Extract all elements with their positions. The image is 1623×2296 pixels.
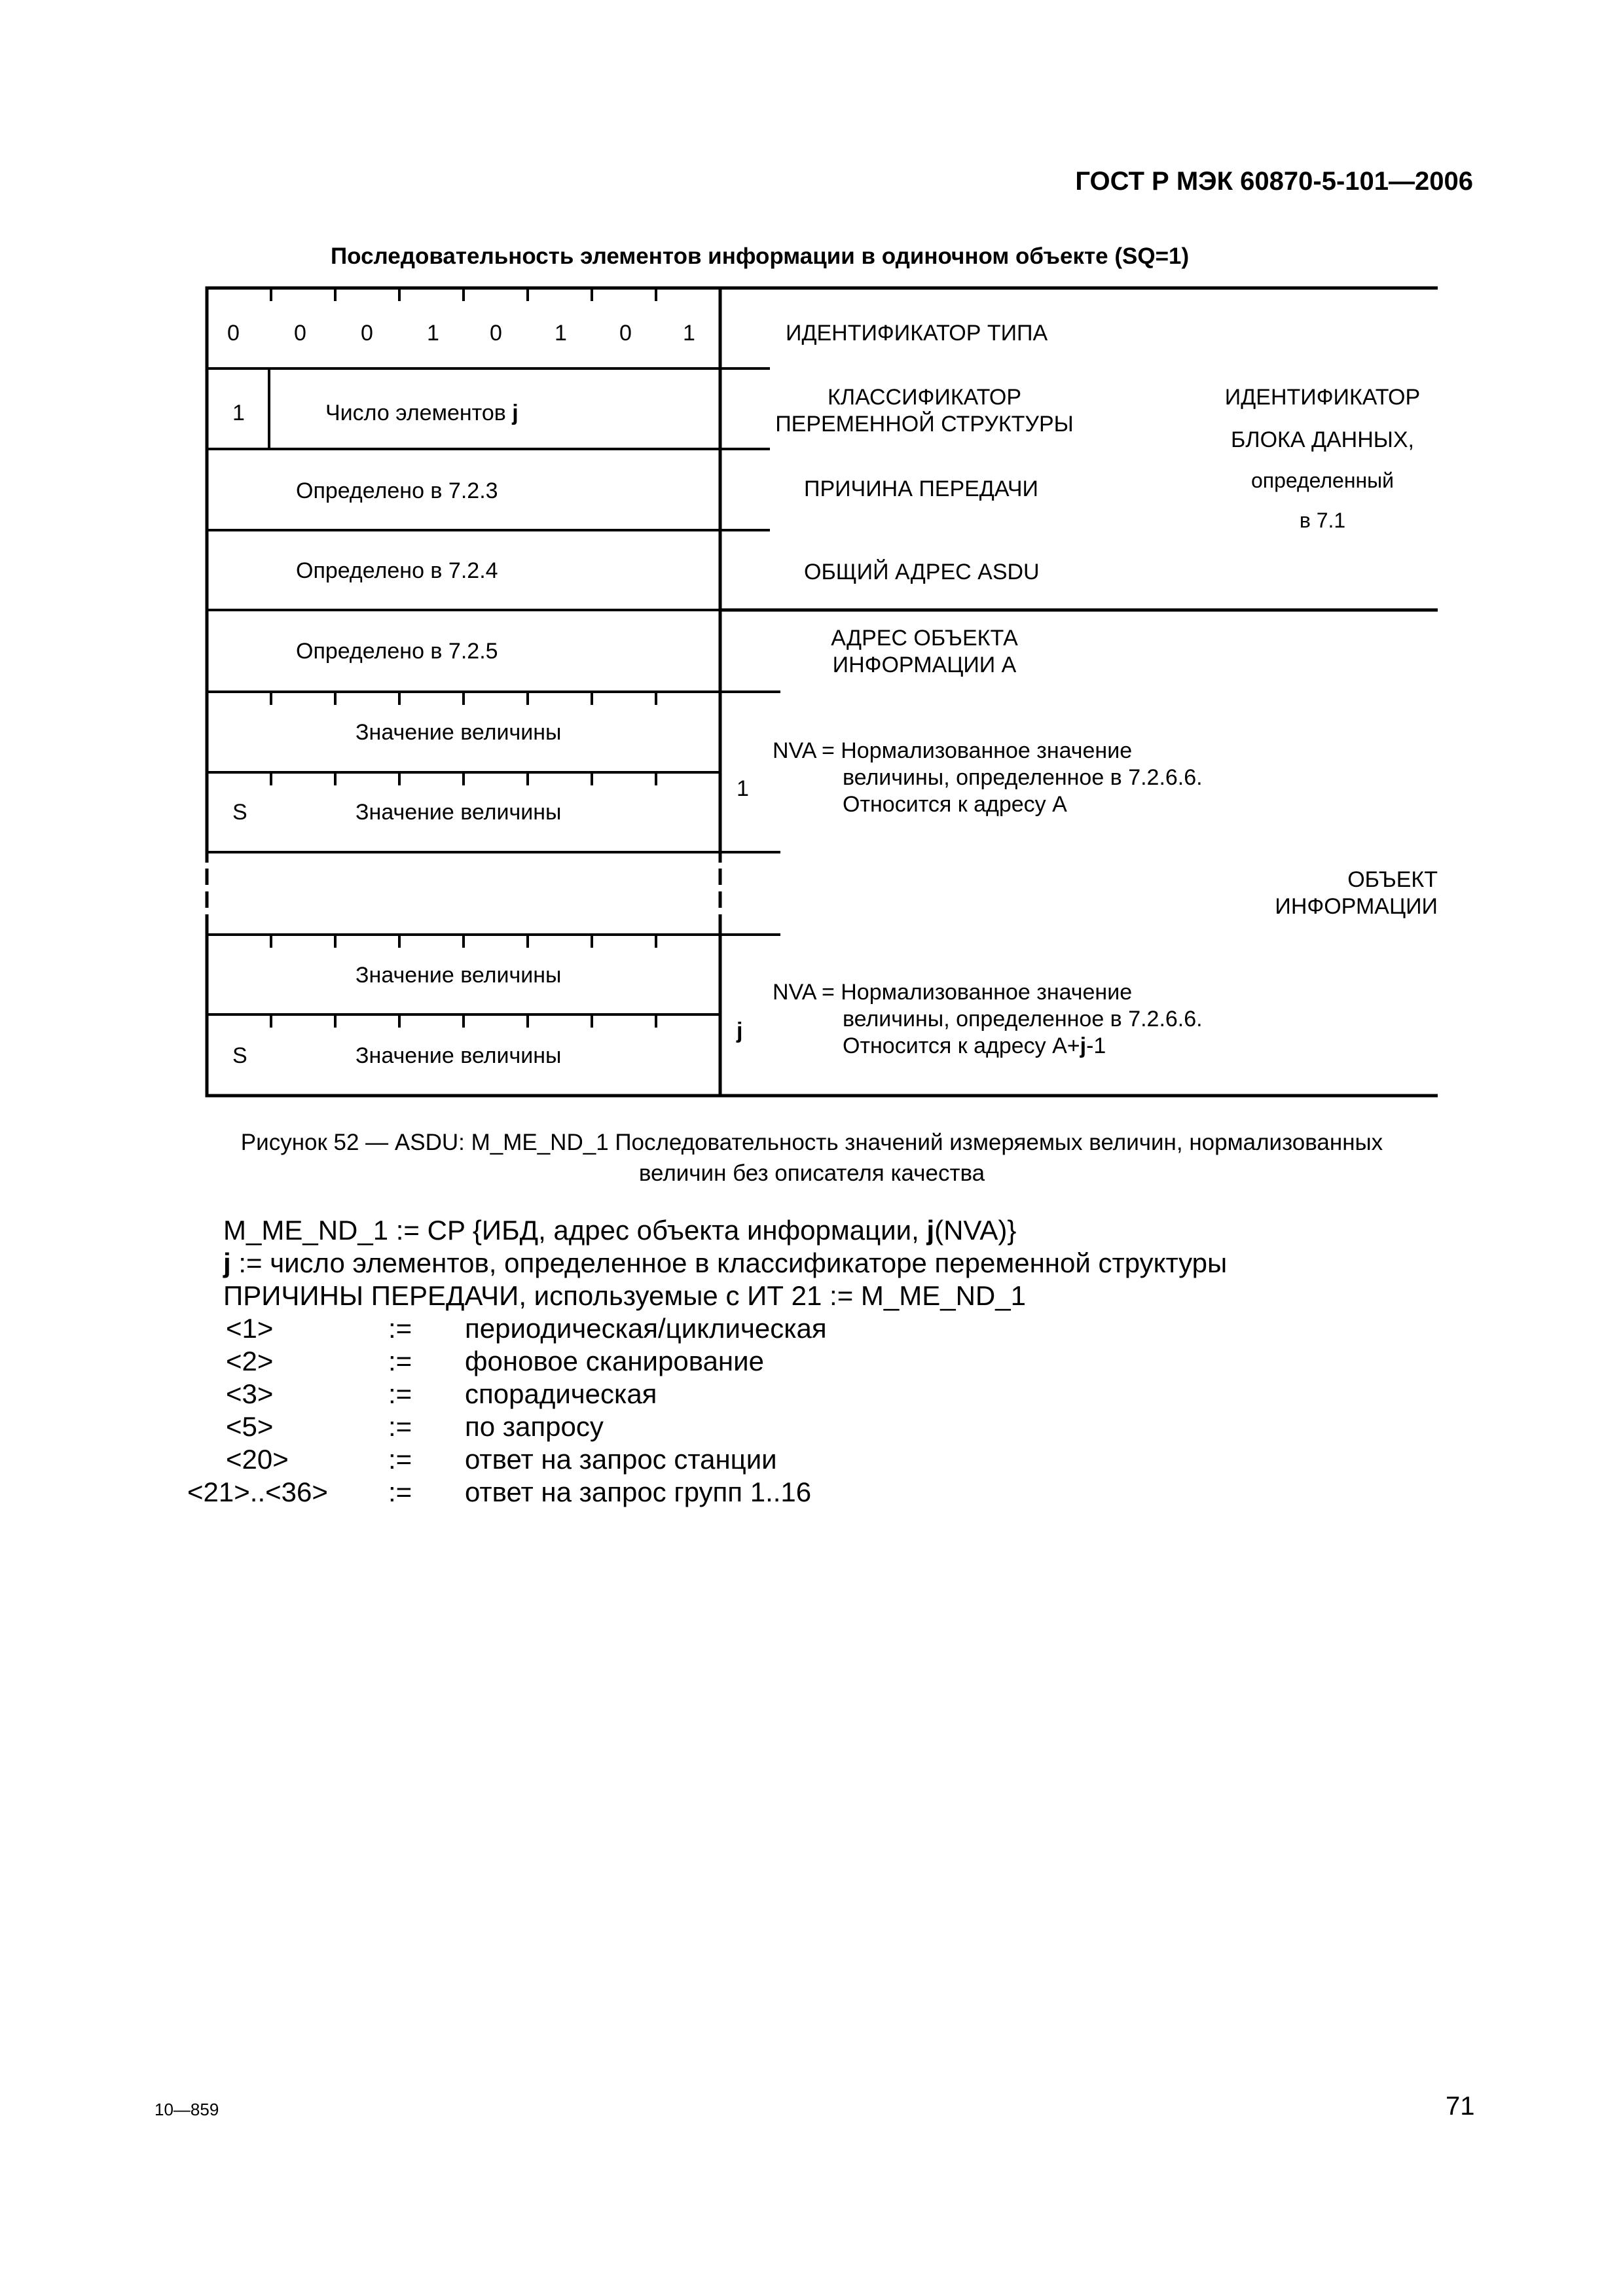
vsq-sq-bit: 1 (232, 401, 245, 425)
vsq-label: КЛАССИФИКАТОР ПЕРЕМЕННОЙ СТРУКТУРЫ (775, 385, 1074, 437)
common-address-definition: Определено в 7.2.4 (296, 558, 498, 583)
sign-bit-label: S (232, 800, 247, 825)
type-bit: 0 (227, 321, 240, 346)
element-j-description: NVA = Нормализованное значение величины, определенное в 7.2.6.6. Относится к адресу А+j-1 (773, 980, 1203, 1058)
figure-caption: Рисунок 52 — ASDU: M_ME_ND_1 Последовательность значений измеряемых величин, нормализованных величин без описателя качества (240, 1130, 1383, 1187)
cause-text: ответ на запрос станции (465, 1444, 777, 1475)
type-bit: 1 (427, 321, 439, 346)
type-identifier-label: ИДЕНТИФИКАТОР ТИПА (786, 321, 1048, 346)
cot-definition: Определено в 7.2.3 (296, 478, 498, 503)
ioa-label: АДРЕС ОБЪЕКТА ИНФОРМАЦИИ А (831, 626, 1018, 677)
vsq-number-label: Число элементов j (325, 401, 519, 425)
cause-op: := (388, 1346, 412, 1376)
ioa-definition: Определено в 7.2.5 (296, 639, 498, 664)
cause-text: периодическая/циклическая (465, 1313, 827, 1344)
type-bit: 0 (294, 321, 306, 346)
cause-op: := (388, 1313, 412, 1344)
footer-print-code: 10—859 (155, 2100, 219, 2119)
value-row-label: Значение величины (356, 963, 562, 988)
cause-text: фоновое сканирование (465, 1346, 764, 1376)
element-1-description: NVA = Нормализованное значение величины, определенное в 7.2.6.6. Относится к адресу А (773, 738, 1203, 817)
cause-text: ответ на запрос групп 1..16 (465, 1477, 812, 1507)
cot-label: ПРИЧИНА ПЕРЕДАЧИ (804, 476, 1038, 501)
type-bit: 1 (683, 321, 695, 346)
cause-code: <2> (226, 1346, 274, 1376)
common-address-label: ОБЩИЙ АДРЕС ASDU (804, 560, 1040, 584)
cause-op: := (388, 1444, 412, 1475)
value-row-label: Значение величины (356, 1043, 562, 1068)
cause-code: <20> (226, 1444, 289, 1475)
definition-j: j := число элементов, определенное в классификаторе переменной структуры (223, 1247, 1228, 1278)
type-bit: 0 (361, 321, 373, 346)
type-bit: 0 (619, 321, 632, 346)
type-bit: 1 (555, 321, 567, 346)
figure-title: Последовательность элементов информации в одиночном объекте (SQ=1) (331, 243, 1190, 269)
cause-op: := (388, 1378, 412, 1409)
cause-code: <3> (226, 1378, 274, 1409)
value-row-label: Значение величины (356, 720, 562, 745)
standard-header: ГОСТ Р МЭК 60870-5-101—2006 (1075, 167, 1473, 196)
cause-code: <1> (226, 1313, 274, 1344)
definition-asdu: M_ME_ND_1 := CP {ИБД, адрес объекта информации, j(NVA)} (223, 1215, 1017, 1246)
cause-text: по запросу (465, 1411, 604, 1442)
cause-op: := (388, 1411, 412, 1442)
data-unit-identifier-label: ИДЕНТИФИКАТОР БЛОКА ДАННЫХ, определенный в 7.1 (1224, 385, 1421, 532)
value-row-label: Значение величины (356, 800, 562, 825)
cause-code: <5> (226, 1411, 274, 1442)
sign-bit-label: S (232, 1043, 247, 1068)
cause-code: <21>..<36> (187, 1477, 328, 1507)
cause-text: спорадическая (465, 1378, 657, 1409)
cause-op: := (388, 1477, 412, 1507)
definition-cot-title: ПРИЧИНЫ ПЕРЕДАЧИ, используемые с ИТ 21 := M_ME_ND_1 (223, 1280, 1026, 1311)
information-object-label: ОБЪЕКТ ИНФОРМАЦИИ (1275, 867, 1438, 919)
page-number: 71 (1446, 2092, 1475, 2121)
element-j-index: j (737, 1018, 743, 1043)
element-1-index: 1 (737, 776, 749, 801)
type-bit: 0 (490, 321, 502, 346)
